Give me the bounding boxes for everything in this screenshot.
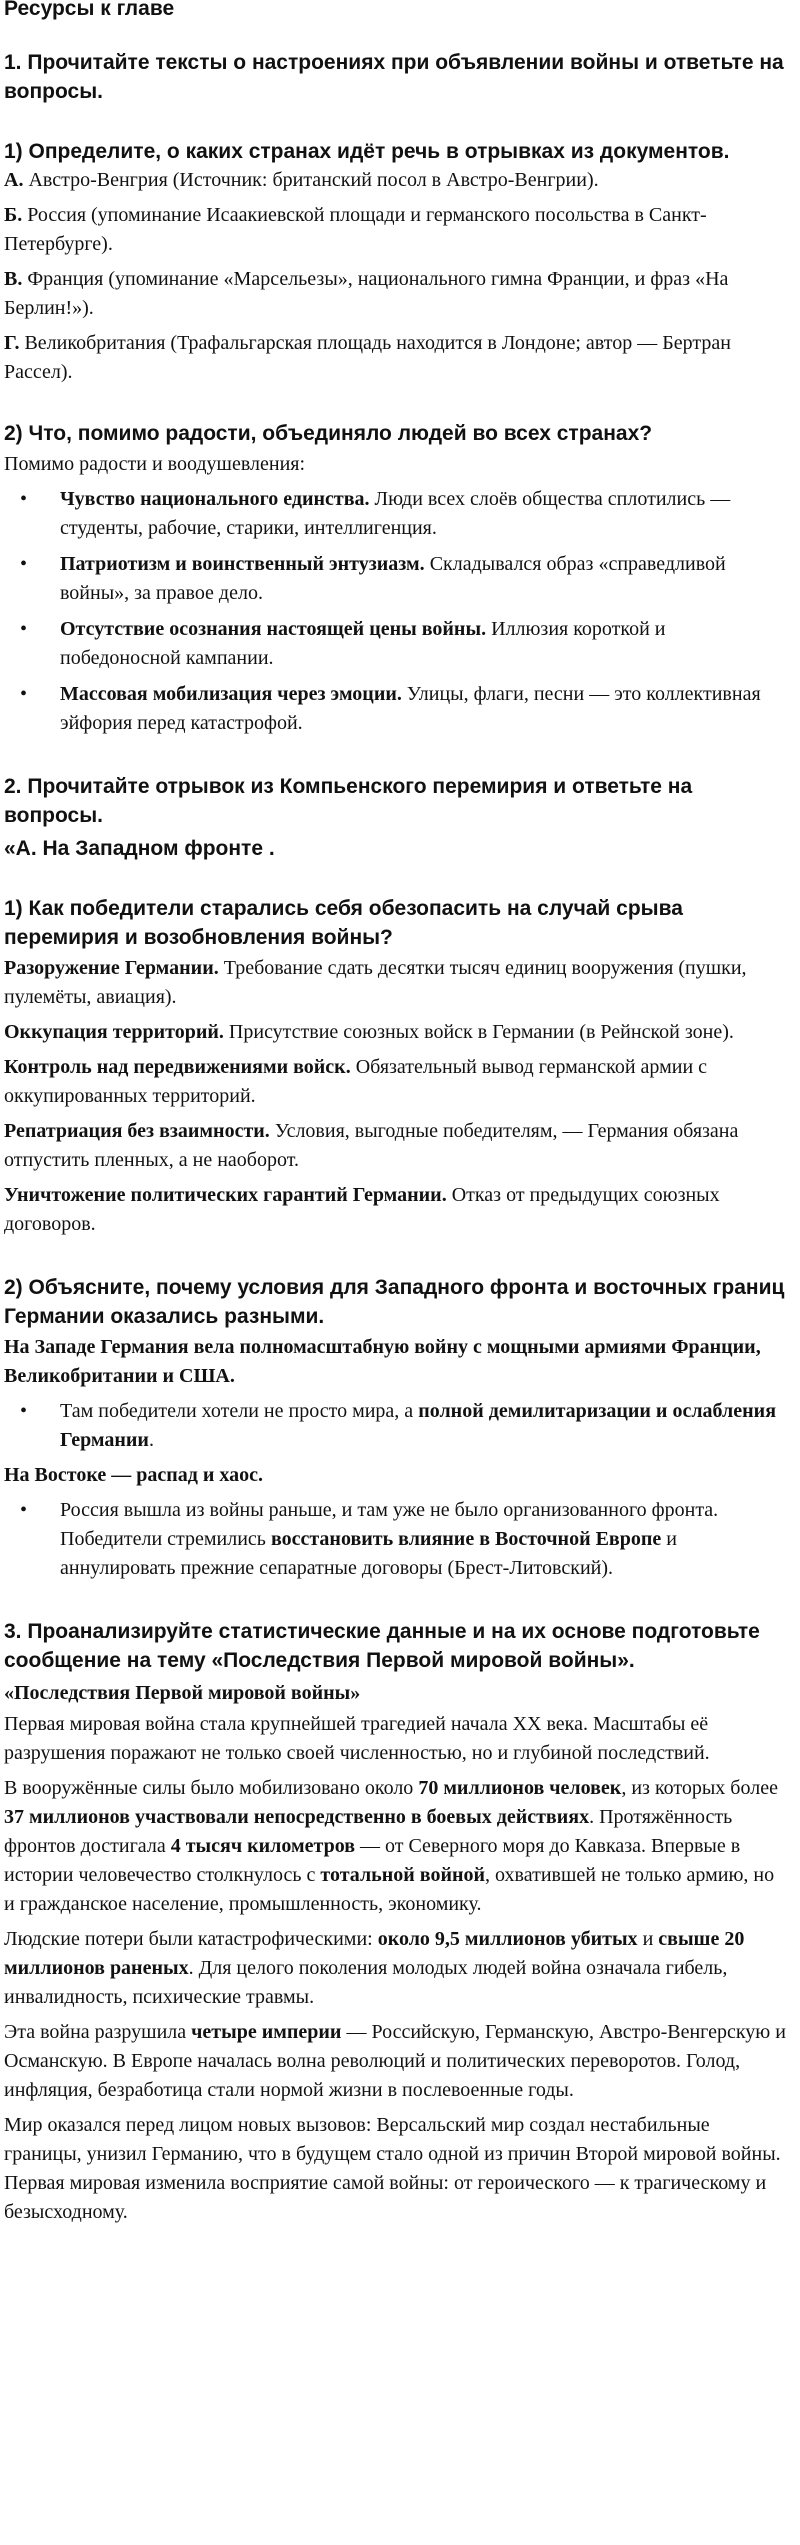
answer-a: А. Австро-Венгрия (Источник: британский посол в Австро-Венгрии). xyxy=(4,169,599,191)
q1-title: 1. Прочитайте тексты о настроениях при объявлении войны и ответьте на вопросы. xyxy=(4,51,784,103)
bullet-icon: • xyxy=(20,683,28,705)
bullet-icon: • xyxy=(20,488,28,510)
east-heading: На Востоке — распад и хаос. xyxy=(4,1464,264,1486)
q1-sub2-bullets xyxy=(4,485,788,738)
list-item: • Патриотизм и воинственный энтузиазм. Складывался образ «справедливой войны», за правое дело. xyxy=(4,550,788,608)
answer-item: Репатриация без взаимности. Условия, выгодные победителям, — Германия обязана отпустить пленных, а не наоборот. xyxy=(4,1120,739,1171)
list-item: • Массовая мобилизация через эмоции. Улицы, флаги, песни — это коллективная эйфория перед катастрофой. xyxy=(4,680,788,738)
west-bullets xyxy=(4,1397,788,1455)
q1-sub1-answers xyxy=(4,166,788,387)
answer-b: Б. Россия (упоминание Исаакиевской площади и германского посольства в Санкт-Петербурге). xyxy=(4,204,707,255)
bullet-icon: • xyxy=(20,1499,28,1521)
bullet-icon: • xyxy=(20,1400,28,1422)
q2-subtitle: «А. На Западном фронте . xyxy=(4,837,275,860)
essay-paragraph: В вооружённые силы было мобилизовано около 70 миллионов человек, из которых более 37 миллионов участвовали непосредственно в боевых действиях. Протяжённость фронтов достигала 4 тысяч километров — от Северного моря до Кавказа. Впервые в истории человечество столкнулось с тотальной войной, охватившей не только армию, но и гражданское население, промышленность, экономику. xyxy=(4,1777,778,1915)
q1-sub1-title: 1) Определите, о каких странах идёт речь в отрывках из документов. xyxy=(4,140,730,163)
list-item: • Россия вышла из войны раньше, и там уже не было организованного фронта. Победители стремились восстановить влияние в Восточной Европе и аннулировать прежние сепаратные договоры (Брест-Литовский). xyxy=(4,1496,788,1583)
q2-sub2-title: 2) Объясните, почему условия для Западного фронта и восточных границ Германии оказались разными. xyxy=(4,1276,785,1328)
answer-item: Оккупация территорий. Присутствие союзных войск в Германии (в Рейнской зоне). xyxy=(4,1021,734,1043)
answer-item: Уничтожение политических гарантий Германии. Отказ от предыдущих союзных договоров. xyxy=(4,1184,720,1235)
essay-paragraph: Эта война разрушила четыре империи — Российскую, Германскую, Австро-Венгерскую и Османскую. В Европе началась волна революций и политических переворотов. Голод, инфляция, безработица стали нормой жизни в послевоенные годы. xyxy=(4,2021,786,2101)
q2-title: 2. Прочитайте отрывок из Компьенского перемирия и ответьте на вопросы. xyxy=(4,775,693,827)
essay-paragraph: Мир оказался перед лицом новых вызовов: Версальский мир создал нестабильные границы, унизил Германию, что в будущем стало одной из причин Второй мировой войны. Первая мировая изменила восприятие самой войны: от героического — к трагическому и безысходному. xyxy=(4,2114,781,2223)
essay-title: «Последствия Первой мировой войны» xyxy=(4,1682,361,1704)
answer-item: Разоружение Германии. Требование сдать десятки тысяч единиц вооружения (пушки, пулемёты, авиация). xyxy=(4,957,747,1008)
essay-paragraph: Первая мировая война стала крупнейшей трагедией начала XX века. Масштабы её разрушения поражают не только своей численностью, но и глубиной последствий. xyxy=(4,1713,710,1764)
bullet-icon: • xyxy=(20,553,28,575)
bullet-icon: • xyxy=(20,618,28,640)
essay-paragraph: Людские потери были катастрофическими: около 9,5 миллионов убитых и свыше 20 миллионов раненых. Для целого поколения молодых людей война означала гибель, инвалидность, психические травмы. xyxy=(4,1928,745,2008)
answer-v: В. Франция (упоминание «Марсельезы», национального гимна Франции, и фраз «На Берлин!»). xyxy=(4,268,729,319)
answer-g: Г. Великобритания (Трафальгарская площадь находится в Лондоне; автор — Бертран Рассел). xyxy=(4,332,731,383)
q2-sub1-answers xyxy=(4,954,788,1239)
list-item: • Чувство национального единства. Люди всех слоёв общества сплотились — студенты, рабочие, старики, интеллигенция. xyxy=(4,485,788,543)
answer-item: Контроль над передвижениями войск. Обязательный вывод германской армии с оккупированных территорий. xyxy=(4,1056,708,1107)
q1-sub2-title: 2) Что, помимо радости, объединяло людей во всех странах? xyxy=(4,422,653,445)
list-item: • Отсутствие осознания настоящей цены войны. Иллюзия короткой и победоносной кампании. xyxy=(4,615,788,673)
page-title: Ресурсы к главе xyxy=(4,0,175,20)
q3-title: 3. Проанализируйте статистические данные и на их основе подготовьте сообщение на тему «Последствия Первой мировой войны». xyxy=(4,1620,760,1672)
q2-sub1-title: 1) Как победители старались себя обезопасить на случай срыва перемирия и возобновления войны? xyxy=(4,897,683,949)
east-bullets xyxy=(4,1496,788,1583)
q1-sub2-intro: Помимо радости и воодушевления: xyxy=(4,453,306,475)
west-heading: На Западе Германия вела полномасштабную войну с мощными армиями Франции, Великобритании и США. xyxy=(4,1336,761,1387)
list-item: • Там победители хотели не просто мира, а полной демилитаризации и ослабления Германии. xyxy=(4,1397,788,1455)
